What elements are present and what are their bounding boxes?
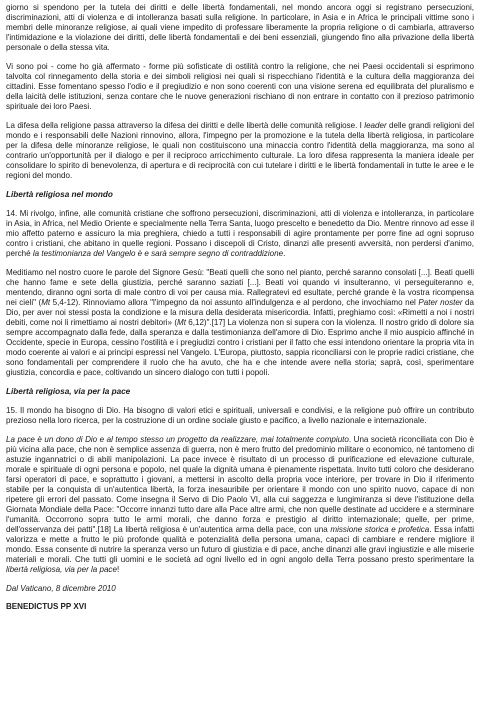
section-heading-world: Libertà religiosa nel mondo [6,190,113,199]
italic-closing-title: libertà religiosa, via per la pace [6,565,117,574]
paragraph-defense-of-religion: La difesa della religione passa attraverso la difesa dei diritti e delle libertà delle comunità religiose. I leader delle grandi religioni del mondo e i responsabili delle Nazioni rinnovino, allora, l'impegno per la promozione e la tutela della libertà religiosa, in particolare per la difesa delle minoranze religiose, le quali non costituiscono una minaccia contro l'identità della maggioranza, ma sono al contrario un'opportunità per il dialogo e per il reciproco arricchimento culturale. La loro difesa rappresenta la maniera ideale per consolidare lo spirito di benevolenza, di apertura e di reciprocità con cui tutelare i diritti e le libertà fondamentali in tutte le aree e le regioni del mondo. [6,121,474,180]
paragraph-minorities: giorno si spendono per la tutela dei diritti e delle libertà fondamentali, nel mondo ancora oggi si registrano persecuzioni, discriminazioni, atti di violenza e di intolleranza basati sulla religione. In particolare, in Asia e in Africa le principali vittime sono i membri delle minoranze religiose, ai quali viene impedito di professare liberamente la propria religione o di cambiarla, attraverso l'intimidazione e la violazione dei diritti, delle libertà fondamentali e dei beni essenziali, giungendo fino alla privazione della libertà personale o della stessa vita. [6,3,474,52]
paragraph-14: 14. Mi rivolgo, infine, alle comunità cristiane che soffrono persecuzioni, discriminazioni, atti di violenza e intolleranza, in particolare in Asia, in Africa, nel Medio Oriente e specialmente nella Terra Santa, luogo prescelto e benedetto da Dio. Mentre rinnovo ad esse il mio affetto paterno e assicuro la mia preghiera, chiedo a tutti i responsabili di agire prontamente per porre fine ad ogni sopruso contro i cristiani, che abitano in quelle regioni. Possano i discepoli di Cristo, dinanzi alle presenti avversità, non perdersi d'animo, perché la testimonianza del Vangelo è e sarà sempre segno di contraddizione. [6,209,474,258]
italic-peace-gift: La pace è un dono di Dio e al tempo stesso un progetto da realizzare, mai totalmente compiuto [6,435,349,444]
paragraph-15: 15. Il mondo ha bisogno di Dio. Ha bisogno di valori etici e spirituali, universali e condivisi, e la religione può offrire un contributo prezioso nella loro ricerca, per la costruzione di un ordine sociale giusto e pacifico, a livello nazionale e internazionale. [6,406,474,425]
paragraph-peace-gift: La pace è un dono di Dio e al tempo stesso un progetto da realizzare, mai totalmente compiuto. Una società riconciliata con Dio è più vicina alla pace, che non è semplice assenza di guerra, non è mero frutto del predominio militare o economico, né tantomeno di astuzie ingannatrici o di abili manipolazioni. La pace invece è risultato di un processo di purificazione ed elevazione culturale, morale e spirituale di ogni persona e popolo, nel quale la dignità umana è pienamente rispettata. Invito tutti coloro che desiderano farsi operatori di pace, e soprattutto i giovani, a mettersi in ascolto della propria voce interiore, per trovare in Dio il riferimento stabile per la conquista di un'autentica libertà, la forza inesauribile per orientare il mondo con uno spirito nuovo, capace di non ripetere gli errori del passato. Come insegna il Servo di Dio Paolo VI, alla cui saggezza e lungimiranza si deve l'istituzione della Giornata Mondiale della Pace: "Occorre innanzi tutto dare alla Pace altre armi, che non quelle destinate ad uccidere e a sterminare l'umanità. Occorrono sopra tutto le armi morali, che danno forza e prestigio al diritto internazionale; quelle, per prime, dell'osservanza dei patti".[18] La libertà religiosa è un'autentica arma della pace, con una missione storica e profetica. Essa infatti valorizza e mette a frutto le più profonde qualità e potenzialità della persona umana, capaci di cambiare e rendere migliore il mondo. Essa consente di nutrire la speranza verso un futuro di giustizia e di pace, anche dinanzi alle gravi ingiustizie e alle miserie materiali e morali. Che tutti gli uomini e le società ad ogni livello ed in ogni angolo della Terra possano presto sperimentare la libertà religiosa, via per la pace! [6,435,474,574]
italic-mission: missione storica e profetica [330,525,430,534]
italic-mt-2: Mt [177,318,186,327]
place-and-date: Dal Vaticano, 8 dicembre 2010 [6,584,116,593]
paragraph-beatitudes: Meditiamo nel nostro cuore le parole del Signore Gesù: "Beati quelli che sono nel pianto, perché saranno consolati [...]. Beati quelli che hanno fame e sete della giustizia, perché saranno saziati [...]. Beati voi quando vi insulteranno, vi perseguiteranno e, mentendo, diranno ogni sorta di male contro di voi per causa mia. Rallegratevi ed esultate, perché grande è la vostra ricompensa nei cieli" (Mt 5,4-12). Rinnoviamo allora "l'impegno da noi assunto all'indulgenza e al perdono, che invochiamo nel Pater noster da Dio, per aver noi stessi posta la condizione e la misura della desiderata misericordia. Infatti, preghiamo così: «Rimetti a noi i nostri debiti, come noi li rimettiamo ai nostri debitori» (Mt 6,12)".[17] La violenza non si supera con la violenza. Il nostro grido di dolore sia sempre accompagnato dalla fede, dalla speranza e dalla testimonianza dell'amore di Dio. Esprimo anche il mio auspicio affinché in Occidente, specie in Europa, cessino l'ostilità e i pregiudizi contro i cristiani per il fatto che essi intendono orientare la propria vita in modo coerente ai valori e ai principi espressi nel Vangelo. L'Europa, piuttosto, sappia riconciliarsi con le proprie radici cristiane, che sono fondamentali per comprendere il ruolo che ha avuto, che ha e che intende avere nella storia; saprà, così, sperimentare giustizia, concordia e pace, coltivando un sincero dialogo con tutti i popoli. [6,268,475,377]
signature: BENEDICTUS PP XVI [6,602,87,611]
italic-gospel-witness: la testimonianza del Vangelo è e sarà sempre segno di contraddizione [32,249,284,258]
italic-mt-1: Mt [41,298,51,307]
section-heading-peace: Libertà religiosa, via per la pace [6,387,131,396]
italic-pater-noster: Pater noster [418,298,463,307]
italic-leader: leader [364,121,387,130]
paragraph-western-hostility: Vi sono poi - come ho già affermato - forme più sofisticate di ostilità contro la religione, che nei Paesi occidentali si esprimono talvolta col rinnegamento della storia e dei simboli religiosi nei quali si rispecchiano l'identità e la cultura della maggioranza dei cittadini. Esse fomentano spesso l'odio e il pregiudizio e non sono coerenti con una visione serena ed equilibrata del pluralismo e della laicità delle istituzioni, senza contare che le nuove generazioni rischiano di non entrare in contatto con il prezioso patrimonio spirituale dei loro Paesi. [6,62,474,111]
